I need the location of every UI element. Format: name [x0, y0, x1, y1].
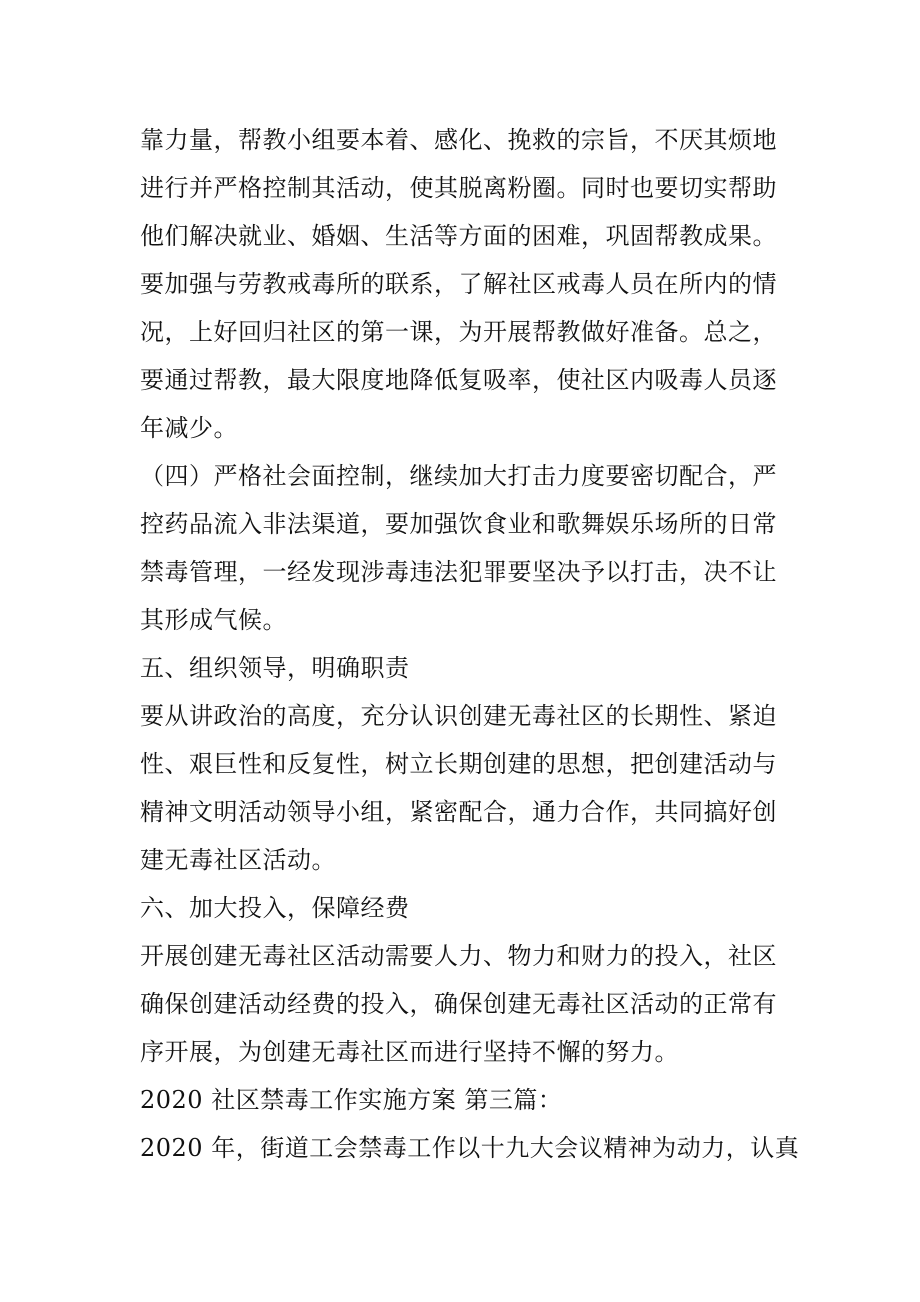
- text-line: 性、艰巨性和反复性，树立长期创建的思想，把创建活动与: [140, 750, 777, 778]
- text-line: 要加强与劳教戒毒所的联系，了解社区戒毒人员在所内的情: [140, 270, 777, 298]
- text-line: 进行并严格控制其活动，使其脱离粉圈。同时也要切实帮助: [140, 174, 777, 202]
- text-line: 他们解决就业、婚姻、生活等方面的困难，巩固帮教成果。: [140, 222, 777, 250]
- text-line: 序开展，为创建无毒社区而进行坚持不懈的努力。: [140, 1038, 679, 1066]
- text-line: 其形成气候。: [140, 606, 287, 634]
- text-line: 年减少。: [140, 414, 238, 442]
- text-line: 要从讲政治的高度，充分认识创建无毒社区的长期性、紧迫: [140, 702, 777, 730]
- section-heading: 五、组织领导，明确职责: [140, 654, 410, 682]
- text-line: 况，上好回归社区的第一课，为开展帮教做好准备。总之，: [140, 318, 777, 346]
- text-line: 确保创建活动经费的投入，确保创建无毒社区活动的正常有: [140, 990, 777, 1018]
- part-heading: 2020 社区禁毒工作实施方案 第三篇：: [140, 1086, 563, 1114]
- text-line: 2020 年，街道工会禁毒工作以十九大会议精神为动力，认真: [140, 1134, 800, 1162]
- section-heading: 六、加大投入，保障经费: [140, 894, 410, 922]
- text-line: 要通过帮教，最大限度地降低复吸率，使社区内吸毒人员逐: [140, 366, 777, 394]
- text-line: 控药品流入非法渠道，要加强饮食业和歌舞娱乐场所的日常: [140, 510, 777, 538]
- text-line: 禁毒管理，一经发现涉毒违法犯罪要坚决予以打击，决不让: [140, 558, 777, 586]
- text-line: 开展创建无毒社区活动需要人力、物力和财力的投入，社区: [140, 942, 777, 970]
- text-line: 建无毒社区活动。: [140, 846, 336, 874]
- text-line: （四）严格社会面控制，继续加大打击力度要密切配合，严: [140, 462, 777, 490]
- text-line: 精神文明活动领导小组，紧密配合，通力合作，共同搞好创: [140, 798, 777, 826]
- text-line: 靠力量，帮教小组要本着、感化、挽救的宗旨，不厌其烦地: [140, 126, 777, 154]
